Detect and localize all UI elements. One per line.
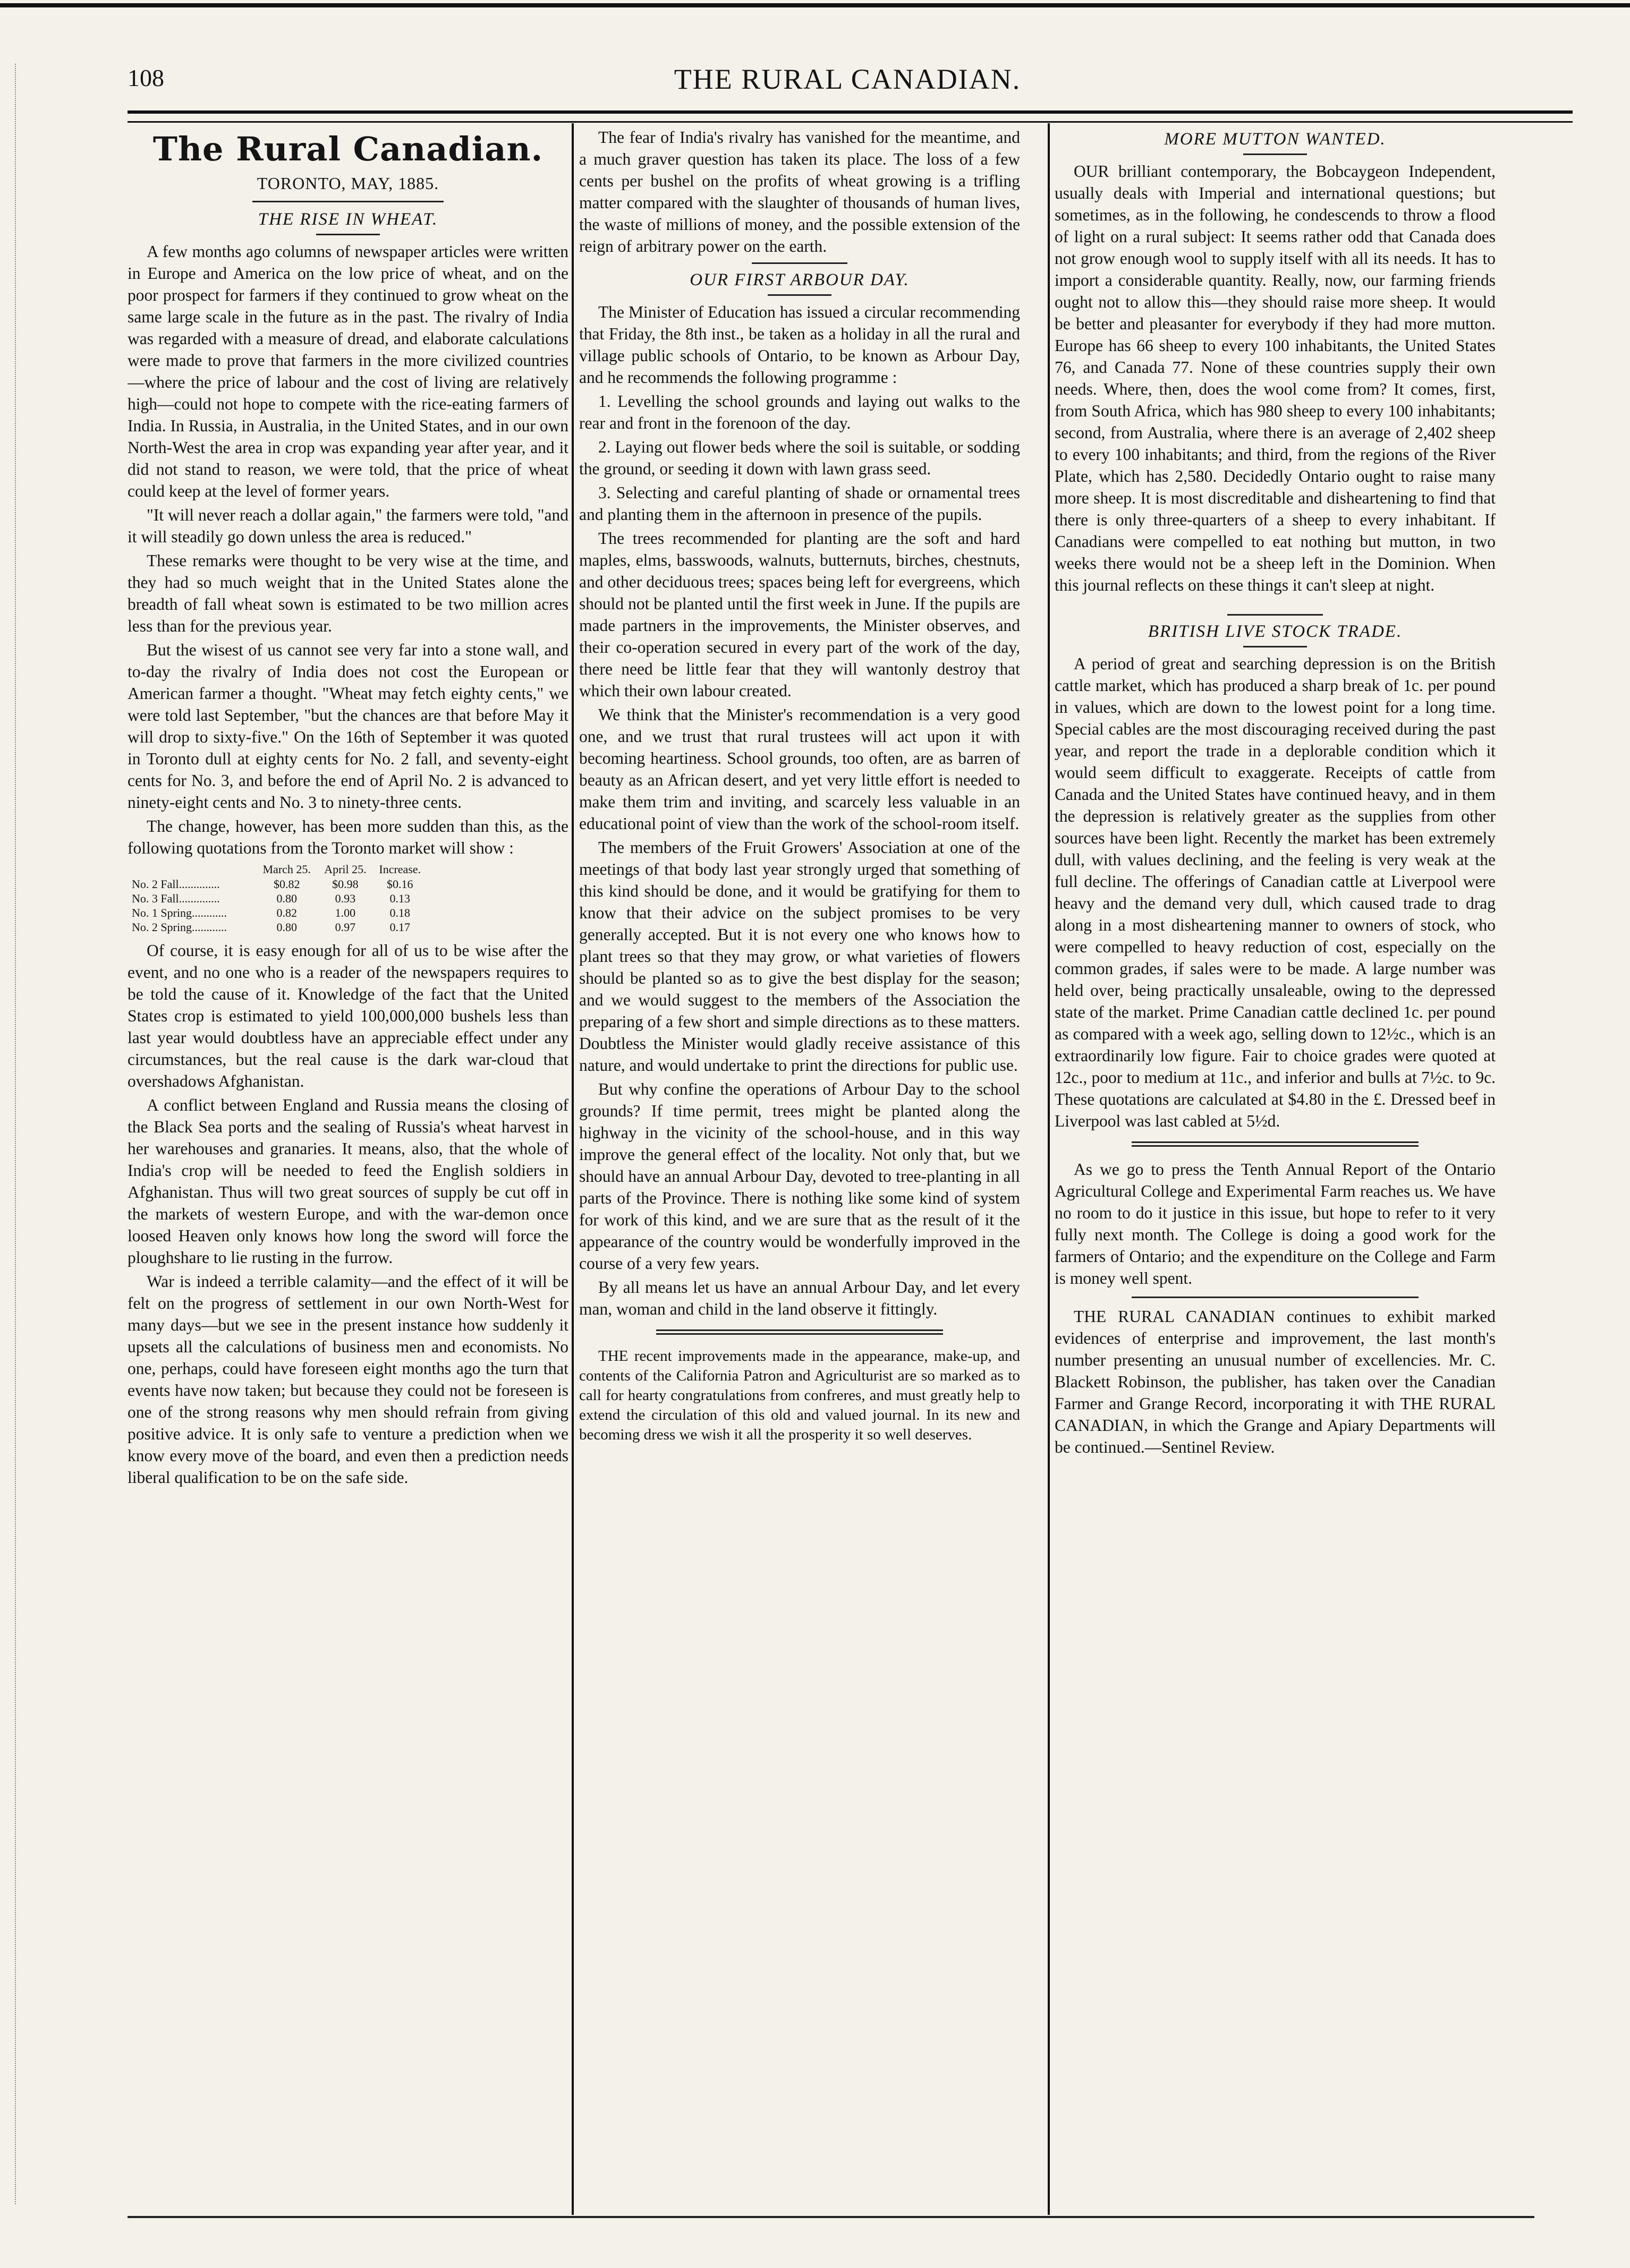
paragraph: As we go to press the Tenth Annual Report of the Ontario Agricultural College and Experimental Farm reaches us. We have no room to do it justice in this issue, but hope to refer to it very fully next month. The College is doing a good work for the farmers of Ontario; and the expenditure on the College and Farm is money well spent.: [1055, 1160, 1496, 1288]
paragraph: We think that the Minister's recommendation is a very good one, and we trust that rural trustees will act upon it with becoming heartiness. School grounds, too often, are as barren of beauty as an African desert, and yet very little effort is needed to make them trim and inviting, and scarcely less valuable in an educational point of view than the work of the school-room itself.: [579, 705, 1020, 833]
paragraph: THE recent improvements made in the appearance, make-up, and contents of the California Patron and Agriculturist are so marked as to call for hearty congratulations from confreres, and must greatly help to extend the circulation of this old and valued journal. In its new and becoming dress we wish it all the prosperity it so well deserves.: [579, 1348, 1020, 1443]
table-cell: 0.93: [335, 892, 356, 905]
paragraph: But the wisest of us cannot see very far into a stone wall, and to-day the rivalry of India does not cost the European or American farmer a thought. "Wheat may fetch eighty cents," we were told last September, "but the chances are that before May it will drop to sixty-five." On the 16th of September it was quoted in Toronto dull at eighty cents for No. 2 fall, and seventy-eight cents for No. 3, and before the end of April No. 2 is advanced to ninety-eight cents and No. 3 to ninety-three cents.: [128, 641, 568, 812]
divider: [252, 201, 444, 202]
paragraph: The fear of India's rivalry has vanished for the meantime, and a much graver question has taken its place. The loss of a few cents per bushel on the profits of wheat growing is a trifling matter compared with the slaughter of thousands of human lives, the waste of millions of money, and the possible extension of the reign of arbitrary power on the earth.: [579, 128, 1020, 255]
table-cell: $0.98: [332, 877, 359, 891]
article-heading-more-mutton: MORE MUTTON WANTED.: [1164, 130, 1386, 149]
masthead: The Rural Canadian.: [152, 130, 544, 168]
page-number: 108: [128, 64, 164, 91]
divider: [1243, 646, 1307, 647]
paragraph: These remarks were thought to be very wise at the time, and they had so much weight that in the United States alone the breadth of fall wheat sown is estimated to be two million acres less than for the previous year.: [128, 551, 568, 635]
paragraph: By all means let us have an annual Arbour Day, and let every man, woman and child in the land observe it fittingly.: [579, 1278, 1020, 1318]
article-body: [579, 301, 1020, 1320]
divider: [316, 234, 380, 235]
article-body: [128, 940, 568, 1488]
table-header-cell: [130, 862, 256, 877]
paragraph: "It will never reach a dollar again," the farmers were told, "and it will steadily go down unless the area is reduced.": [128, 506, 568, 546]
paragraph: 3. Selecting and careful planting of shade or ornamental trees and planting them in the afternoon in presence of the pupils.: [579, 483, 1020, 524]
article-body: [1055, 160, 1496, 596]
paragraph: 2. Laying out flower beds where the soil is suitable, or sodding the ground, or seeding it down with lawn grass seed.: [579, 438, 1020, 478]
paragraph: THE RURAL CANADIAN continues to exhibit marked evidences of enterprise and improvement, the last month's number presenting an unusual number of excellencies. Mr. C. Blackett Robinson, the publisher, has taken over the Canadian Farmer and Grange Record, incorporating it with THE RURAL CANADIAN, in which the Grange and Apiary Departments will be continued.—Sentinel Review.: [1055, 1307, 1496, 1456]
article-body: [1055, 653, 1496, 1132]
table-cell: 0.97: [335, 920, 356, 934]
paragraph: War is indeed a terrible calamity—and the effect of it will be felt on the progress of settlement in our own North-West for many days—but we see in the present instance how suddenly it upsets all the calculations of business men and economists. No one, perhaps, could have foreseen eight months ago the turn that events have now taken; but because they could not be foreseen is one of the strong reasons why men should refrain from giving positive advice. It is only safe to venture a prediction when we know every move of the board, and even then a prediction needs liberal qualification to be on the safe side.: [128, 1272, 568, 1487]
article-heading-arbour-day: OUR FIRST ARBOUR DAY.: [690, 270, 910, 289]
table-cell: 0.80: [276, 920, 297, 934]
paragraph: A conflict between England and Russia means the closing of the Black Sea ports and the sealing of Russia's wheat harvest in her warehouses and granaries. It means, also, that the whole of India's crop will be needed to feed the English soldiers in Afghanistan. Thus will two great sources of supply be cut off in the markets of western Europe, and with the war-demon once loosed Heaven only knows how long the sword will force the ploughshare to lie rusting in the furrow.: [128, 1096, 568, 1267]
table-row: [130, 891, 427, 906]
article-heading-live-stock: BRITISH LIVE STOCK TRADE.: [1148, 622, 1403, 641]
paragraph: The members of the Fruit Growers' Association at one of the meetings of that body last year strongly urged that something of this kind should be done, and it would be gratifying for them to know that their advice on the subject promises to be very generally accepted. But it is not every one who knows how to plant trees so that they may grow, or what varieties of flowers should be planted so as to give the best display for the season; and we would suggest to the members of the Association the preparing of a few short and simple directions as to these matters. Doubtless the Minister would gladly receive assistance of this nature, and would undertake to print the directions for public use.: [579, 838, 1020, 1075]
table-header-cell: Increase.: [379, 863, 421, 876]
left-margin-mark: [15, 64, 21, 2204]
paragraph: The change, however, has been more sudden than this, as the following quotations from the Toronto market will show :: [128, 817, 568, 857]
table-cell: $0.16: [387, 877, 413, 891]
table-cell: 0.17: [389, 920, 411, 934]
table-cell: $0.82: [273, 877, 300, 891]
article-body: [579, 126, 1020, 257]
table-cell: No. 3 Fall..............: [132, 892, 220, 905]
article-body: [1055, 1306, 1496, 1458]
header-rule: [128, 110, 1573, 123]
article-body: [128, 241, 568, 859]
paragraph: A few months ago columns of newspaper articles were written in Europe and America on the low price of wheat, and on the poor prospect for farmers if they continued to grow wheat on the same large scale in the future as in the past. The rivalry of India was regarded with a measure of dread, and elaborate calculations were made to prove that farmers in the more civilized countries—where the price of labour and the cost of living are relatively high—could not hope to compete with the rice-eating farmers of India. In Russia, in Australia, in the United States, and in our own North-West the area in crop was expanding year after year, and it did not stand to reason, we were told, that the price of wheat could keep at the level of former years.: [128, 242, 568, 500]
column-rule-1: [572, 123, 574, 2215]
divider: [1243, 154, 1307, 155]
paragraph: The trees recommended for planting are the soft and hard maples, elms, basswoods, walnuts, butternuts, birches, chestnuts, and other deciduous trees; spaces being left for evergreens, which should not be planted until the first week in June. If the pupils are made partners in the improvements, the Minister observes, and their co-operation secured in every part of the work of the day, there need be little fear that they will wantonly destroy that which their own labour created.: [579, 529, 1020, 700]
paper-title: THE RURAL CANADIAN.: [674, 63, 1021, 95]
top-border-line: [0, 3, 1630, 7]
table-cell: No. 2 Fall..............: [132, 877, 220, 891]
table-cell: 1.00: [335, 906, 356, 919]
table-header-cell: March 25.: [262, 863, 311, 876]
bottom-rule: [128, 2216, 1534, 2218]
paragraph: But why confine the operations of Arbour Day to the school grounds? If time permit, trees might be planted along the highway in the vicinity of the school-house, and in this way improve the general effect of the locality. Not only that, but we should have an annual Arbour Day, devoted to tree-planting in all parts of the Province. There is nothing like some kind of system for work of this kind, and we are sure that as the result of it the appearance of the country would be wonderfully improved in the course of a very few years.: [579, 1080, 1020, 1273]
wheat-quotations-table: [130, 862, 427, 934]
table-cell: 0.82: [276, 906, 297, 919]
double-divider: [1132, 1141, 1419, 1147]
article-heading-rise-in-wheat: THE RISE IN WHEAT.: [258, 210, 438, 229]
divider: [1132, 1297, 1419, 1298]
table-header-row: [130, 862, 427, 877]
table-row: [130, 920, 427, 934]
divider: [768, 294, 831, 296]
column-1: [128, 126, 568, 2210]
table-cell: No. 1 Spring............: [132, 906, 227, 919]
divider: [752, 262, 847, 264]
column-3: [1055, 126, 1496, 2210]
double-divider: [656, 1329, 943, 1335]
table-cell: No. 2 Spring............: [132, 920, 227, 934]
column-rule-2: [1048, 123, 1050, 2215]
table-cell: 0.13: [389, 892, 411, 905]
dateline: TORONTO, MAY, 1885.: [257, 174, 439, 193]
table-cell: 0.18: [389, 906, 411, 919]
paragraph: A period of great and searching depression is on the British cattle market, which has produced a sharp break of 1c. per pound in values, which are down to the lowest point for a long time. Special cables are the most discouraging received during the past year, and report the trade in a deplorable condition which it would seem difficult to exaggerate. Receipts of cattle from Canada and the United States have continued heavy, and in them the depression is relatively greater as the supplies from other sources have been light. Recently the market has been extremely dull, with values declining, and the feeling is very weak at the full decline. The offerings of Canadian cattle at Liverpool were heavy and the demand very dull, which caused trade to drag along in a most disheartening manner to owners of stock, who were compelled to heavy reduction of cost, especially on the common grades, if sales were to be made. A large number was held over, being practically unsaleable, owing to the depressed state of the market. Prime Canadian cattle declined 1c. per pound as compared with a week ago, selling down to 12½c., which is an extraordinarily low figure. Fair to choice grades were quoted at 12c., poor to medium at 11c., and inferior and bulls at 7½c. to 9c. These quotations are calculated at $4.80 in the £. Dressed beef in Liverpool was last cabled at 5½d.: [1055, 654, 1496, 1130]
table-row: [130, 906, 427, 920]
paragraph: Of course, it is easy enough for all of us to be wise after the event, and no one who is a reader of the newspapers requires to be told the cause of it. Knowledge of the fact that the United States crop is estimated to yield 100,000,000 bushels less than last year would doubtless have an appreciable effect under any circumstances, but the real cause is the dark war-cloud that overshadows Afghanistan.: [128, 941, 568, 1090]
column-2: [579, 126, 1020, 2210]
page-header: [128, 57, 1567, 105]
paragraph: OUR brilliant contemporary, the Bobcaygeon Independent, usually deals with Imperial and international questions; but sometimes, as in the following, he condescends to throw a flood of light on a rural subject: It seems rather odd that Canada does not grow enough wool to supply itself with all its needs. It has to import a considerable quantity. Really, now, our farming friends ought not to allow this—they should raise more sheep. It would be better and pleasanter for everybody if they had more mutton. Europe has 66 sheep to every 100 inhabitants, the United States 76, and Canada 77. None of these countries supply their own needs. Where, then, does the wool come from? It comes, first, from South Africa, which has 980 sheep to every 100 inhabitants; second, from Australia, where there is an average of 2,402 sheep to every 100 inhabitants; and third, from the regions of the River Plate, which has 2,580. Decidedly Ontario ought to raise many more sheep. It is most discreditable and disheartening to find that there is only three-quarters of a sheep to every inhabitant. If Canadians were compelled to eat nothing but mutton, in two weeks there would not be a sheep left in the Dominion. When this journal reflects on these things it can't sleep at night.: [1055, 162, 1496, 594]
paragraph: 1. Levelling the school grounds and laying out walks to the rear and front in the forenoon of the day.: [579, 392, 1020, 432]
divider: [1227, 614, 1323, 616]
table-header-cell: April 25.: [324, 863, 367, 876]
table-cell: 0.80: [276, 892, 297, 905]
article-body: [579, 1346, 1020, 1445]
paragraph: The Minister of Education has issued a circular recommending that Friday, the 8th inst., be taken as a holiday in all the rural and village public schools of Ontario, to be known as Arbour Day, and he recommends the following programme :: [579, 303, 1020, 387]
table-row: [130, 877, 427, 891]
article-body: [1055, 1158, 1496, 1289]
